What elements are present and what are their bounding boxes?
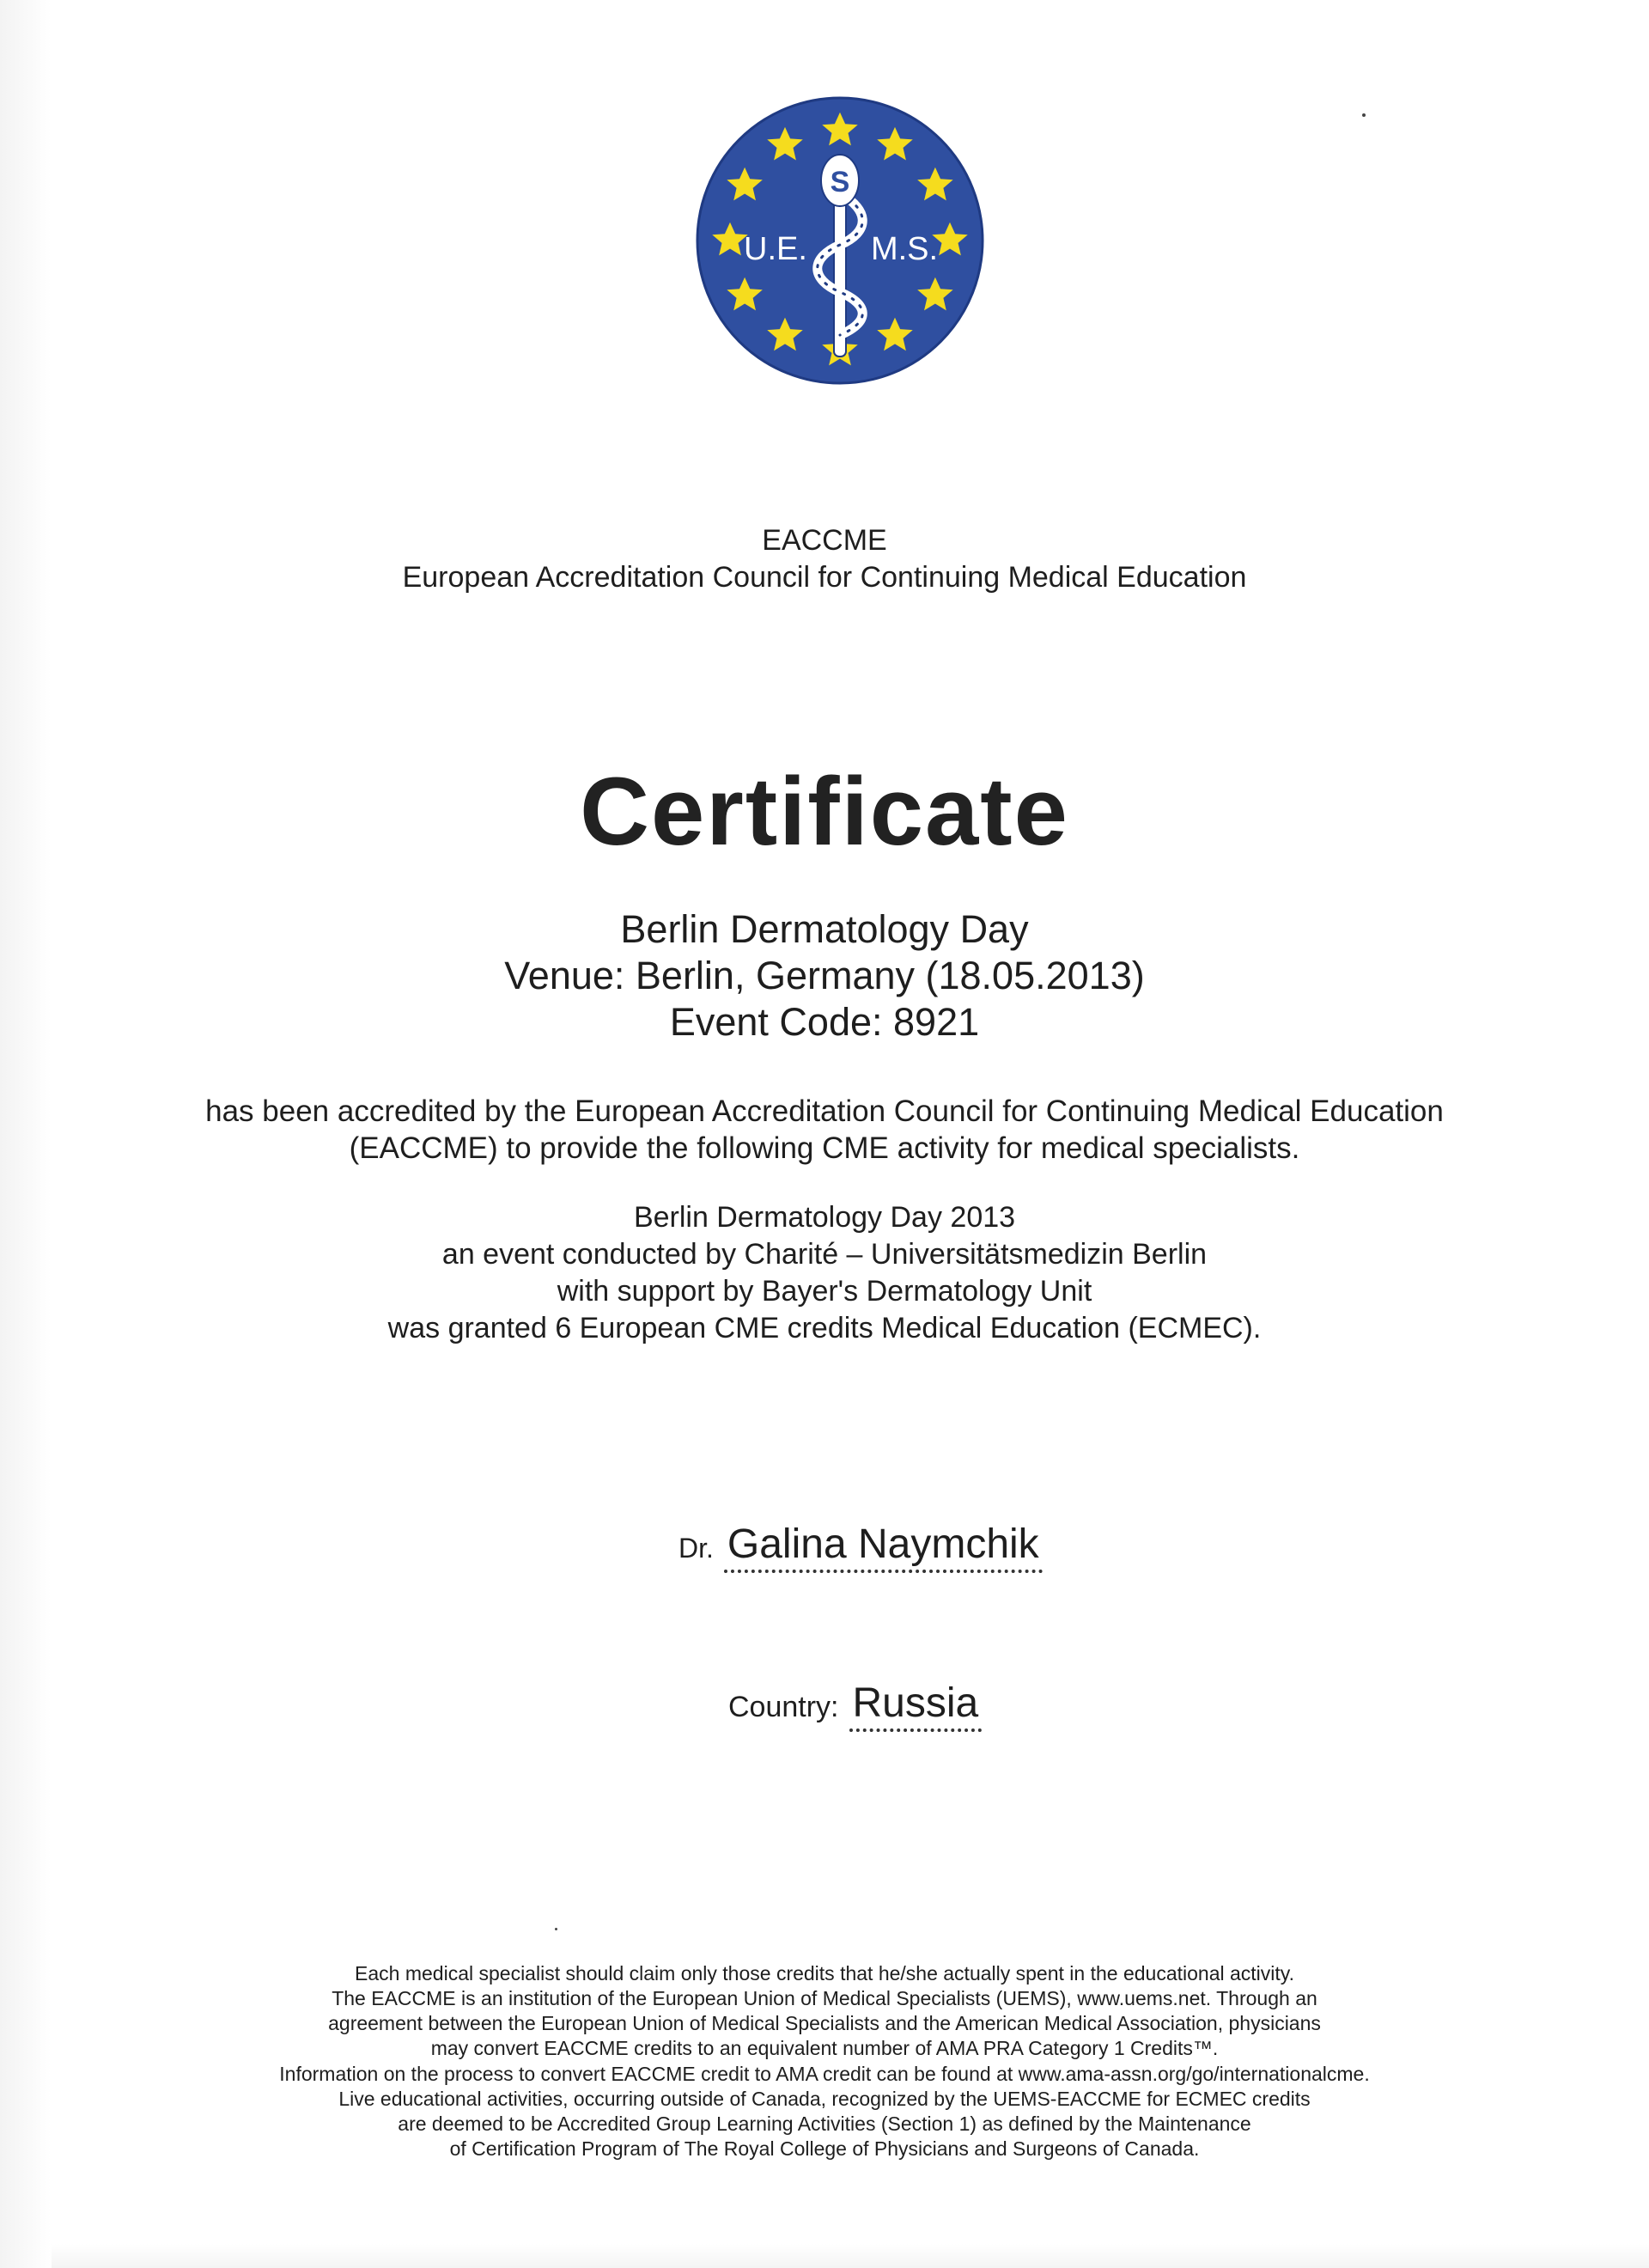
event-venue: Venue: Berlin, Germany (18.05.2013) [504, 954, 1145, 997]
footnote-line: may convert EACCME credits to an equivalent number of AMA PRA Category 1 Credits™. [430, 2037, 1219, 2059]
event-name: Berlin Dermatology Day [620, 907, 1029, 951]
accreditation-text-line: has been accredited by the European Accreditation Council for Continuing Medical Education [205, 1094, 1444, 1128]
scan-speck [1362, 113, 1366, 117]
footnote-line: agreement between the European Union of Medical Specialists and the American Medical Association, physicians [328, 2012, 1321, 2034]
uems-logo-icon [694, 94, 986, 387]
event-code: Event Code: 8921 [669, 1000, 980, 1044]
recipient-name-field [678, 1521, 1043, 1573]
footnote-line: Live educational activities, occurring outside of Canada, recognized by the UEMS-EACCME for ECMEC credits [338, 2088, 1311, 2110]
footnote-line: of Certification Program of The Royal College of Physicians and Surgeons of Canada. [449, 2137, 1200, 2160]
footnote-line: Each medical specialist should claim only those credits that he/she actually spent in the educational activity. [355, 1962, 1294, 1984]
scan-shadow-bottom [52, 2244, 1649, 2268]
country-label: Country: [728, 1691, 839, 1723]
accreditation-text-line: (EACCME) to provide the following CME activity for medical specialists. [349, 1131, 1300, 1165]
recipient-country: Russia [849, 1680, 983, 1732]
activity-detail-line: with support by Bayer's Dermatology Unit [557, 1275, 1092, 1308]
org-full-name: European Accreditation Council for Continuing Medical Education [402, 561, 1247, 594]
recipient-country-field [728, 1680, 982, 1732]
footnote-line: The EACCME is an institution of the European Union of Medical Specialists (UEMS), www.uems.net. Through an [332, 1987, 1317, 2009]
logo-text-right: M.S. [870, 231, 939, 267]
certificate-title: Certificate [580, 758, 1069, 865]
logo-letter: S [830, 166, 850, 198]
activity-detail-line: Berlin Dermatology Day 2013 [633, 1201, 1016, 1234]
activity-detail-line: an event conducted by Charité – Universitätsmedizin Berlin [441, 1238, 1208, 1271]
footnote-line: are deemed to be Accredited Group Learning Activities (Section 1) as defined by the Maintenance [398, 2113, 1251, 2135]
activity-detail-line: was granted 6 European CME credits Medical Education (ECMEC). [387, 1312, 1262, 1344]
logo-text-left: U.E. [744, 231, 807, 267]
scan-speck [555, 1928, 557, 1930]
footnote-line: Information on the process to convert EACCME credit to AMA credit can be found at www.ama-assn.org/go/internationalcme. [279, 2063, 1370, 2085]
title-label: Dr. [678, 1533, 714, 1564]
org-abbreviation: EACCME [762, 524, 887, 557]
recipient-name: Galina Naymchik [724, 1521, 1043, 1573]
